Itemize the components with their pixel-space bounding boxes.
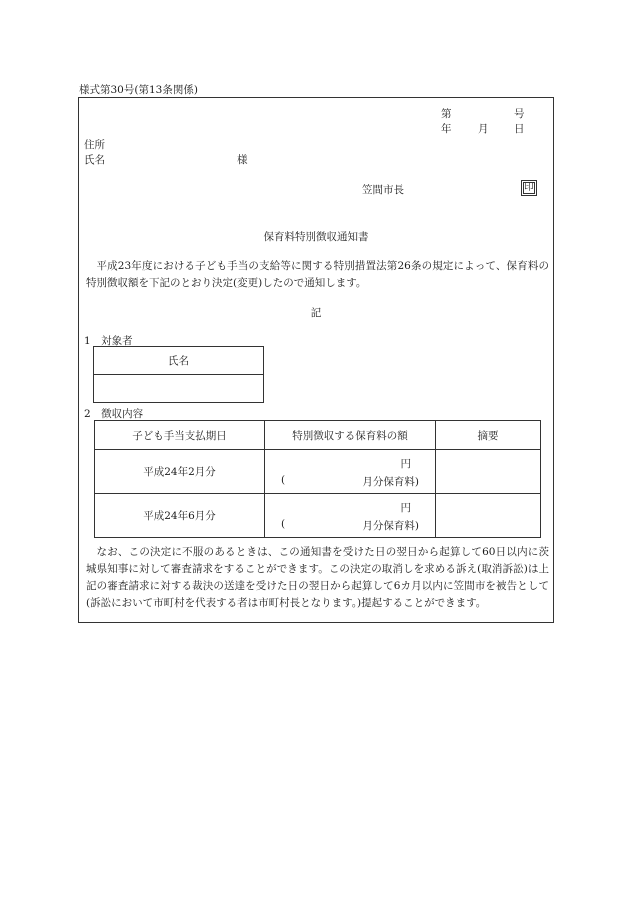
row-remarks xyxy=(436,494,541,538)
date-year: 年 xyxy=(441,123,452,135)
row-amount xyxy=(265,450,436,494)
document-frame xyxy=(78,97,554,623)
document-title: 保育料特別徴収通知書 xyxy=(263,231,369,243)
row-remarks xyxy=(436,450,541,494)
name-value-cell xyxy=(94,375,264,403)
column-header-date: 子ども手当支払期日 xyxy=(95,421,265,450)
address-label: 住所 xyxy=(84,139,105,151)
section2-heading: 2 徴収内容 xyxy=(84,408,144,420)
document-number-prefix: 第 xyxy=(441,108,452,120)
document-number-suffix: 号 xyxy=(514,108,525,120)
issuer-mayor: 笠間市長 xyxy=(362,184,404,196)
row-date: 平成24年6月分 xyxy=(95,494,265,538)
open-paren: ( xyxy=(281,518,286,530)
date-day: 日 xyxy=(514,123,525,135)
target-person-table xyxy=(93,346,264,403)
table-row xyxy=(95,494,541,538)
yen-unit: 円 xyxy=(400,458,411,470)
yen-unit: 円 xyxy=(400,502,411,514)
name-label: 氏名 xyxy=(84,154,105,166)
row-amount xyxy=(265,494,436,538)
table-row xyxy=(95,450,541,494)
date-month: 月 xyxy=(478,123,489,135)
column-header-amount: 特別徴収する保育料の額 xyxy=(265,421,436,450)
seal-icon: 印 xyxy=(521,180,537,196)
section1-heading: 1 対象者 xyxy=(84,335,133,347)
ki-marker: 記 xyxy=(310,307,322,319)
open-paren: ( xyxy=(281,474,286,486)
form-number: 様式第30号(第13条関係) xyxy=(79,84,198,96)
honorific: 様 xyxy=(237,154,248,166)
row-date: 平成24年2月分 xyxy=(95,450,265,494)
intro-paragraph: 平成23年度における子ども手当の支給等に関する特別措置法第26条の規定によって、保育料の特別徴収額を下記のとおり決定(変更)したので通知します。 xyxy=(86,260,549,289)
collection-table xyxy=(94,420,541,538)
month-note: 月分保育料) xyxy=(362,520,419,532)
notice-paragraph: なお、この決定に不服のあるときは、この通知書を受けた日の翌日から起算して60日以内に茨城県知事に対して審査請求をすることができます。この決定の取消しを求める訴え(取消訴訟)は上記の審査請求に対する裁決の送達を受けた日の翌日から起算して6カ月以内に笠間市を被告として(訴訟において市町村を代表する者は市町村長となります。)提起することができます。 xyxy=(86,546,549,609)
month-note: 月分保育料) xyxy=(362,476,419,488)
name-header-cell: 氏名 xyxy=(94,347,264,375)
column-header-remarks: 摘要 xyxy=(436,421,541,450)
